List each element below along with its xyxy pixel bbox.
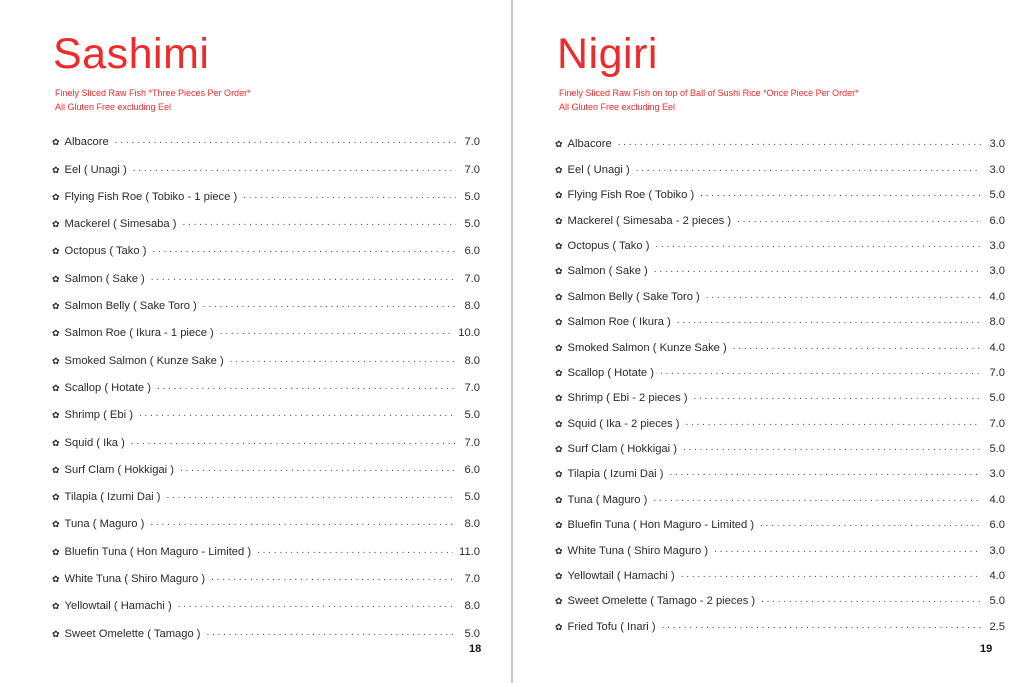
menu-item-price: 4.0 <box>989 570 1005 583</box>
menu-item-price: 7.0 <box>989 366 1005 379</box>
dot-leader <box>207 628 456 638</box>
menu-item-name: White Tuna ( Shiro Maguro ) <box>567 544 709 557</box>
dot-leader <box>139 409 456 419</box>
menu-item-name: Smoked Salmon ( Kunze Sake ) <box>64 354 224 367</box>
menu-item <box>555 455 1005 480</box>
menu-item-name: Surf Clam ( Hokkigai ) <box>64 463 174 476</box>
menu-item-price: 2.5 <box>989 620 1005 633</box>
menu-item-price: 5.0 <box>989 443 1005 456</box>
dot-leader <box>203 300 456 310</box>
flower-icon: ✿ <box>52 328 60 339</box>
menu-item-name: Eel ( Unagi ) <box>64 163 127 176</box>
flower-icon: ✿ <box>52 519 60 530</box>
flower-icon: ✿ <box>555 164 563 175</box>
menu-item-name: White Tuna ( Shiro Maguro ) <box>64 573 206 586</box>
menu-item-price: 5.0 <box>464 491 480 504</box>
menu-item-name: Flying Fish Roe ( Tobiko ) <box>567 189 695 202</box>
menu-item-price: 7.0 <box>989 417 1005 430</box>
menu-item <box>555 582 1005 607</box>
dot-leader <box>694 392 981 402</box>
dot-leader <box>220 327 452 337</box>
menu-item <box>52 176 480 203</box>
flower-icon: ✿ <box>555 596 563 607</box>
flower-icon: ✿ <box>555 190 563 201</box>
menu-item-name: Scallop ( Hotate ) <box>64 381 151 394</box>
flower-icon: ✿ <box>52 301 60 312</box>
dot-leader <box>685 418 981 428</box>
menu-item-price: 3.0 <box>989 239 1005 252</box>
menu-item <box>52 367 480 394</box>
menu-item-name: Salmon ( Sake ) <box>567 265 648 278</box>
menu-item <box>52 421 480 448</box>
menu-item-price: 7.0 <box>464 381 480 394</box>
menu-item-name: Shrimp ( Ebi - 2 pieces ) <box>567 392 688 405</box>
dot-leader <box>167 491 457 501</box>
menu-item-price: 8.0 <box>989 316 1005 329</box>
menu-item-name: Albacore <box>64 136 109 149</box>
dot-leader <box>653 494 981 504</box>
dot-leader <box>152 245 456 255</box>
flower-icon: ✿ <box>52 219 60 230</box>
menu-item-price: 5.0 <box>464 190 480 203</box>
menu-item <box>555 379 1005 404</box>
dot-leader <box>660 367 981 377</box>
menu-item-price: 7.0 <box>464 272 480 285</box>
menu-item-name: Tilapia ( Izumi Dai ) <box>567 468 664 481</box>
dot-leader <box>683 443 981 453</box>
dot-leader <box>655 240 981 250</box>
menu-item <box>52 230 480 257</box>
flower-icon: ✿ <box>52 137 60 148</box>
menu-item-name: Bluefin Tuna ( Hon Maguro - Limited ) <box>567 519 755 532</box>
description-line-1: Finely Sliced Raw Fish *Three Pieces Per Order* <box>55 88 251 98</box>
dot-leader <box>211 573 456 583</box>
dot-leader <box>760 519 981 529</box>
menu-item-name: Salmon Roe ( Ikura - 1 piece ) <box>64 327 214 340</box>
flower-icon: ✿ <box>52 492 60 503</box>
menu-item-price: 3.0 <box>989 468 1005 481</box>
menu-item-price: 5.0 <box>464 627 480 640</box>
dot-leader <box>230 355 456 365</box>
menu-item <box>52 530 480 557</box>
dot-leader <box>714 545 981 555</box>
menu-item-price: 10.0 <box>458 327 480 340</box>
flower-icon: ✿ <box>52 437 60 448</box>
menu-item-price: 7.0 <box>464 436 480 449</box>
description-line-2: All Gluten Free excluding Eel <box>55 102 172 112</box>
menu-item <box>555 227 1005 252</box>
menu-item-price: 7.0 <box>464 573 480 586</box>
dot-leader <box>243 191 456 201</box>
menu-item-price: 7.0 <box>464 163 480 176</box>
menu-item-name: Tuna ( Maguro ) <box>64 518 145 531</box>
menu-item-name: Surf Clam ( Hokkigai ) <box>567 443 677 456</box>
menu-item-name: Squid ( Ika ) <box>64 436 125 449</box>
menu-item-name: Shrimp ( Ebi ) <box>64 409 133 422</box>
menu-item <box>52 449 480 476</box>
menu-item <box>555 328 1005 353</box>
menu-item <box>52 203 480 230</box>
flower-icon: ✿ <box>52 355 60 366</box>
menu-item-name: Sweet Omelette ( Tamago ) <box>64 627 201 640</box>
menu-item <box>52 257 480 284</box>
flower-icon: ✿ <box>52 546 60 557</box>
menu-item-name: Mackerel ( Simesaba - 2 pieces ) <box>567 214 732 227</box>
menu-item <box>555 430 1005 455</box>
dot-leader <box>677 316 981 326</box>
flower-icon: ✿ <box>52 273 60 284</box>
menu-item-price: 6.0 <box>989 519 1005 532</box>
menu-item-name: Mackerel ( Simesaba ) <box>64 218 177 231</box>
dot-leader <box>706 291 981 301</box>
flower-icon: ✿ <box>555 494 563 505</box>
flower-icon: ✿ <box>52 601 60 612</box>
menu-item-price: 8.0 <box>464 600 480 613</box>
flower-icon: ✿ <box>52 191 60 202</box>
dot-leader <box>662 621 981 631</box>
menu-item <box>555 201 1005 226</box>
menu-item-name: Squid ( Ika - 2 pieces ) <box>567 417 680 430</box>
menu-item-price: 5.0 <box>464 409 480 422</box>
flower-icon: ✿ <box>555 520 563 531</box>
menu-item-name: Flying Fish Roe ( Tobiko - 1 piece ) <box>64 190 238 203</box>
flower-icon: ✿ <box>555 215 563 226</box>
dot-leader <box>150 518 456 528</box>
page-number: 19 <box>980 643 993 655</box>
menu-item <box>52 339 480 366</box>
menu-item-price: 5.0 <box>989 595 1005 608</box>
description-line-2: All Gluten Free excluding Eel <box>559 102 676 112</box>
menu-item-price: 11.0 <box>459 545 480 558</box>
flower-icon: ✿ <box>555 621 563 632</box>
menu-item-name: Salmon ( Sake ) <box>64 272 145 285</box>
menu-item-price: 3.0 <box>989 163 1005 176</box>
description-line-1: Finely Sliced Raw Fish on top of Ball of Sushi Rice *Once Piece Per Order* <box>559 88 859 98</box>
menu-item-name: Tuna ( Maguro ) <box>567 493 648 506</box>
menu-item-price: 8.0 <box>464 518 480 531</box>
menu-item <box>555 506 1005 531</box>
flower-icon: ✿ <box>52 382 60 393</box>
section-title-sashimi: Sashimi <box>53 30 210 78</box>
menu-item-name: Bluefin Tuna ( Hon Maguro - Limited ) <box>64 545 252 558</box>
menu-item <box>555 480 1005 505</box>
section-description <box>55 86 251 114</box>
menu-item <box>52 612 480 639</box>
flower-icon: ✿ <box>555 545 563 556</box>
menu-item-name: Sweet Omelette ( Tamago - 2 pieces ) <box>567 595 756 608</box>
flower-icon: ✿ <box>555 342 563 353</box>
menu-item-name: Fried Tofu ( Inari ) <box>567 620 656 633</box>
flower-icon: ✿ <box>555 444 563 455</box>
flower-icon: ✿ <box>52 164 60 175</box>
menu-item <box>555 277 1005 302</box>
section-title-nigiri: Nigiri <box>557 30 658 78</box>
flower-icon: ✿ <box>52 628 60 639</box>
menu-page-left <box>0 0 511 683</box>
flower-icon: ✿ <box>555 571 563 582</box>
dot-leader <box>182 218 456 228</box>
menu-item-price: 8.0 <box>464 354 480 367</box>
flower-icon: ✿ <box>555 317 563 328</box>
dot-leader <box>180 464 456 474</box>
menu-item <box>555 354 1005 379</box>
menu-item-name: Tilapia ( Izumi Dai ) <box>64 491 161 504</box>
menu-item-name: Octopus ( Tako ) <box>64 245 147 258</box>
flower-icon: ✿ <box>555 367 563 378</box>
menu-item <box>555 150 1005 175</box>
dot-leader <box>178 600 456 610</box>
menu-item <box>52 285 480 312</box>
dot-leader <box>681 570 981 580</box>
menu-item <box>555 303 1005 328</box>
menu-item-name: Salmon Belly ( Sake Toro ) <box>567 290 700 303</box>
menu-item-price: 4.0 <box>989 493 1005 506</box>
dot-leader <box>761 595 981 605</box>
menu-item-name: Scallop ( Hotate ) <box>567 366 654 379</box>
dot-leader <box>618 138 981 148</box>
flower-icon: ✿ <box>52 464 60 475</box>
menu-item-price: 7.0 <box>464 136 480 149</box>
menu-item <box>52 503 480 530</box>
dot-leader <box>131 437 456 447</box>
dot-leader <box>157 382 456 392</box>
menu-item <box>555 404 1005 429</box>
dot-leader <box>133 164 456 174</box>
dot-leader <box>733 342 981 352</box>
menu-item-price: 4.0 <box>989 341 1005 354</box>
menu-item <box>52 476 480 503</box>
menu-item-name: Albacore <box>567 138 612 151</box>
dot-leader <box>670 468 982 478</box>
menu-item-name: Yellowtail ( Hamachi ) <box>64 600 172 613</box>
menu-item-price: 6.0 <box>989 214 1005 227</box>
dot-leader <box>151 273 456 283</box>
menu-item <box>555 125 1005 150</box>
flower-icon: ✿ <box>555 469 563 480</box>
menu-item-price: 3.0 <box>989 138 1005 151</box>
nigiri-item-list <box>555 125 1005 633</box>
flower-icon: ✿ <box>555 240 563 251</box>
dot-leader <box>737 215 981 225</box>
menu-item <box>52 394 480 421</box>
menu-item-name: Smoked Salmon ( Kunze Sake ) <box>567 341 727 354</box>
menu-item <box>555 531 1005 556</box>
dot-leader <box>115 136 456 146</box>
menu-item <box>52 121 480 148</box>
menu-item <box>555 176 1005 201</box>
menu-item-price: 3.0 <box>989 544 1005 557</box>
flower-icon: ✿ <box>555 393 563 404</box>
section-description <box>559 86 859 114</box>
sashimi-item-list <box>52 121 480 640</box>
menu-item-name: Eel ( Unagi ) <box>567 163 630 176</box>
flower-icon: ✿ <box>555 266 563 277</box>
menu-item-price: 6.0 <box>464 463 480 476</box>
dot-leader <box>654 265 981 275</box>
flower-icon: ✿ <box>555 139 563 150</box>
flower-icon: ✿ <box>555 418 563 429</box>
menu-page-right <box>513 0 1024 683</box>
menu-item-price: 4.0 <box>989 290 1005 303</box>
menu-item-price: 5.0 <box>989 189 1005 202</box>
menu-item <box>555 557 1005 582</box>
menu-item-price: 6.0 <box>464 245 480 258</box>
dot-leader <box>636 164 981 174</box>
menu-item-name: Yellowtail ( Hamachi ) <box>567 570 675 583</box>
menu-item-name: Octopus ( Tako ) <box>567 239 650 252</box>
menu-item-name: Salmon Belly ( Sake Toro ) <box>64 300 197 313</box>
menu-item <box>52 558 480 585</box>
menu-item <box>52 312 480 339</box>
page-number: 18 <box>469 643 482 655</box>
flower-icon: ✿ <box>52 410 60 421</box>
dot-leader <box>257 546 453 556</box>
menu-item <box>555 607 1005 632</box>
menu-item <box>52 148 480 175</box>
menu-item <box>555 252 1005 277</box>
menu-item-name: Salmon Roe ( Ikura ) <box>567 316 671 329</box>
dot-leader <box>700 189 981 199</box>
flower-icon: ✿ <box>52 574 60 585</box>
menu-item-price: 3.0 <box>989 265 1005 278</box>
menu-item-price: 5.0 <box>989 392 1005 405</box>
flower-icon: ✿ <box>52 246 60 257</box>
menu-item <box>52 585 480 612</box>
menu-item-price: 5.0 <box>464 218 480 231</box>
menu-item-price: 8.0 <box>464 300 480 313</box>
flower-icon: ✿ <box>555 291 563 302</box>
